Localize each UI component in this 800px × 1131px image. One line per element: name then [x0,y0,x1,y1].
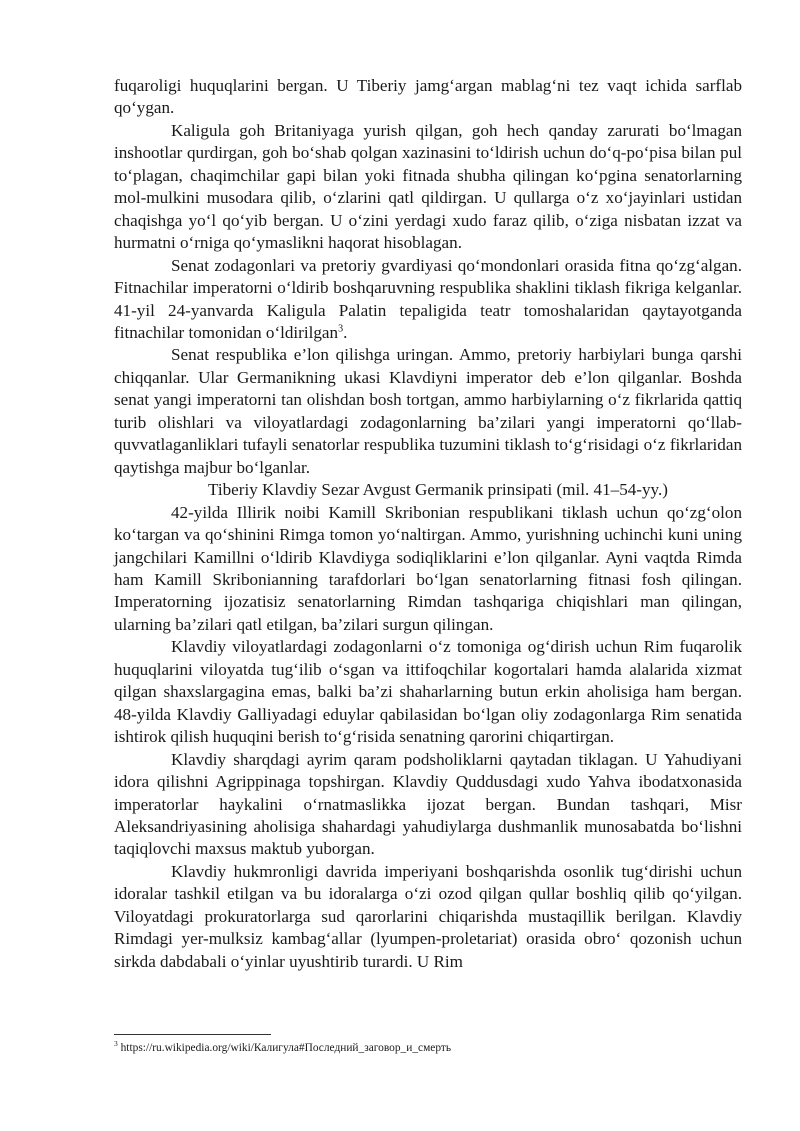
paragraph-3 [114,255,742,345]
paragraph-5: 42-yilda Illirik noibi Kamill Skribonian respublikani tiklash uchun qoʻzgʻolon koʻtargan va qoʻshinini Rimga tomon yoʻnaltirgan. Ammo, yurishning uchinchi kuni uning jangchilari Kamillni oʻldirib Klavdiyga sodiqliklarini e’lon qilganlar. Ayni vaqtda Rimda ham Kamill Skribonianning tarafdorlari boʻlgan senatorlarning fitnasi fosh qilingan. Imperatorning ijozatisiz senatorlarning Rimdan tashqariga chiqishlari man qilingan, ularning ba’zilari qatl etilgan, ba’zilari surgun qilingan. [114,502,742,634]
section-heading: Tiberiy Klavdiy Sezar Avgust Germanik prinsipati (mil. 41–54-yy.) [208,480,668,500]
footnote-separator [114,1034,271,1035]
paragraph-7: Klavdiy sharqdagi ayrim qaram podsholiklarni qaytadan tiklagan. U Yahudiyani idora qilishni Agrippinaga topshirgan. Klavdiy Quddusdagi xudo Yahva ibodatxonasida imperatorlar haykalini oʻrnatmaslikka ijozat bergan. Bundan tashqari, Misr Aleksandriyasining aholisiga shahardagi yahudiylarga dushmanlik munosabatda boʻlishni taqiqlovchi maxsus maktub yuborgan. [114,749,742,859]
paragraph-6: Klavdiy viloyatlardagi zodagonlarni oʻz tomoniga ogʻdirish uchun Rim fuqarolik huquqlarini viloyatda tugʻilib oʻsgan va ittifoqchilar kogortalari hamda alalarida xizmat qilgan shaxslargagina emas, balki ba’zi shaharlarning butun erkin aholisiga ham bergan. 48-yilda Klavdiy Galliyadagi eduylar qabilasidan boʻlgan oliy zodagonlarga Rim senatida ishtirok qilish huquqini berish toʻgʻrisida senatning qarorini chiqartirgan. [114,637,742,747]
footnote [114,1041,451,1055]
paragraph-3-end: . [343,322,348,342]
footnote-link[interactable]: https://ru.wikipedia.org/wiki/Калигула#Последний_заговор_и_смерть [117,1042,452,1054]
paragraph-1: fuqaroligi huquqlarini bergan. U Tiberiy jamgʻargan mablagʻni tez vaqt ichida sarflab qoʻygan. [114,76,742,118]
paragraph-2: Kaligula goh Britaniyaga yurish qilgan, goh hech qanday zarurati boʻlmagan inshootlar qurdirgan, goh boʻshab qolgan xazinasini toʻldirish uchun doʻq-poʻpisa bilan pul toʻplagan, chaqimchilar gapi bilan yoki fitnada shubha qilingan koʻpgina senatorlarning mol-mulkini musodara qilib, oʻzlarini qatl qildirgan. U qullarga oʻz xoʻjayinlari ustidan chaqishga yoʻl qoʻyib bergan. U oʻzini yerdagi xudo faraz qilib, oʻziga nisbatan izzat va hurmatni oʻrniga qoʻymaslikni haqorat hisoblagan. [114,120,742,253]
paragraph-8: Klavdiy hukmronligi davrida imperiyani boshqarishda osonlik tugʻdirishi uchun idoralar tashkil etilgan va bu idoralarga oʻzi ozod qilgan qullar boshliq qilib qoʻyilgan. Viloyatdagi prokuratorlarga sud qarorlarini chiqarishda mustaqillik berilgan. Klavdiy Rimdagi yer-mulksiz kambagʻallar (lyumpen-proletariat) orasida obroʻ qozonish uchun sirkda dabdabali oʻyinlar uyushtirib turardi. U Rim [114,861,742,971]
document-body [114,75,742,973]
paragraph-4: Senat respublika e’lon qilishga uringan. Ammo, pretoriy harbiylari bunga qarshi chiqqanlar. Ular Germanikning ukasi Klavdiyni imperator deb e’lon qilganlar. Boshda senat yangi imperatorni tan olishdan bosh tortgan, ammo harbiylarning oʻz fikrlarida qattiq turib olishlari va viloyatlardagi zodagonlarning ba’zilari yangi imperatorni qoʻllab-quvvatlaganliklari tufayli senatorlar respublika tuzumini tiklash toʻgʻrisidagi oʻz fikrlaridan qaytishga majbur boʻlganlar. [114,345,742,477]
footnote-number: 3 [114,1039,118,1049]
paragraph-3-text: Senat zodagonlari va pretoriy gvardiyasi qoʻmondonlari orasida fitna qoʻzgʻalgan. Fitnachilar imperatorni oʻldirib boshqaruvning respublika shaklini tiklash fikriga kelganlar. 41-yil 24-yanvarda Kaligula Palatin tepaligida teatr tomoshalaridan qaytayotganda fitnachilar tomonidan oʻldirilgan [114,255,742,342]
footnote-reference[interactable]: 3 [338,323,344,335]
